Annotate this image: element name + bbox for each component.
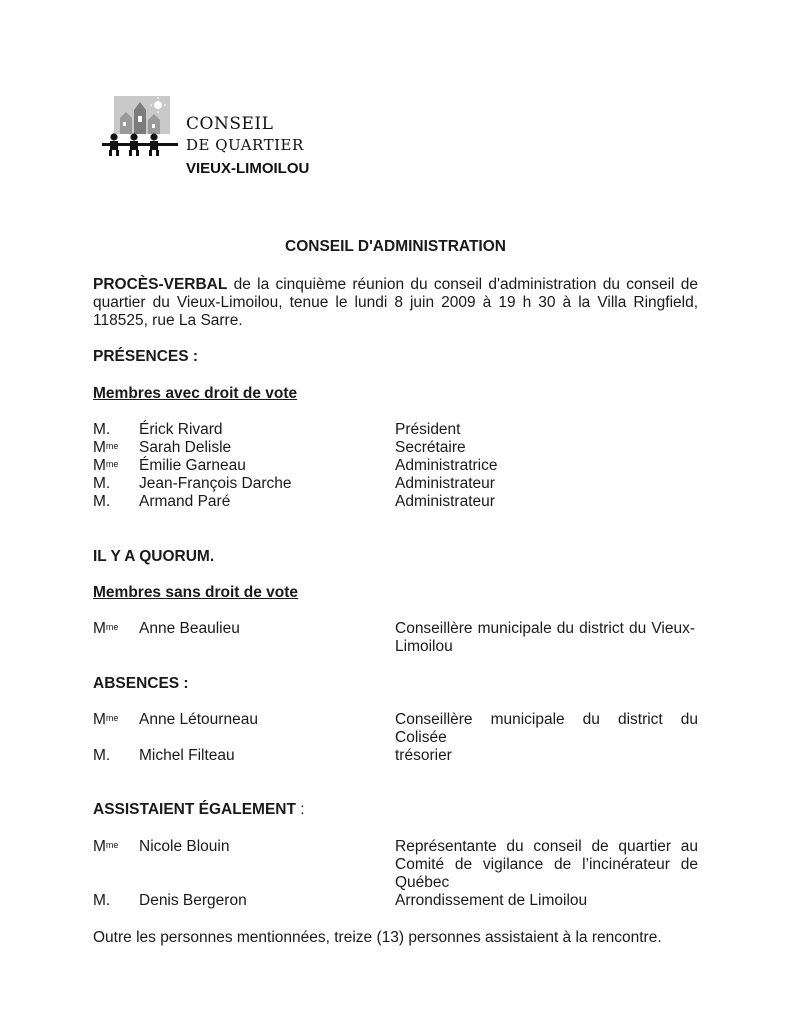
- member-role: Administrateur: [395, 493, 495, 510]
- absence-row: [93, 747, 698, 765]
- member-role: Représentante du conseil de quartier au Comité de vigilance de l’incinérateur de Québec: [395, 838, 698, 891]
- absences-heading: ABSENCES :: [93, 675, 189, 692]
- member-title: M.: [93, 421, 111, 438]
- member-title: $M^{me}$: [93, 439, 119, 456]
- logo-text-vieux-limoilou: VIEUX-LIMOILOU: [186, 160, 310, 177]
- document-title: CONSEIL D'ADMINISTRATION: [285, 238, 506, 255]
- intro-text: de la cinquième réunion du conseil d'administration du conseil de quartier du Vieux-Limoilou, tenue le lundi 8 juin 2009 à 19 h 30 à la Villa Ringfield, 118525, rue La Sarre.: [93, 276, 698, 329]
- member-name: Jean-François Darche: [139, 475, 292, 492]
- member-role: Arrondissement de Limoilou: [395, 892, 588, 909]
- village-logo-icon: [100, 96, 184, 156]
- member-row: [93, 475, 698, 493]
- logo-text-de-quartier: DE QUARTIER: [186, 136, 304, 154]
- member-name: Érick Rivard: [139, 421, 223, 438]
- member-row: [93, 421, 698, 439]
- member-row: [93, 620, 698, 656]
- closing-sentence: Outre les personnes mentionnées, treize (13) personnes assistaient à la rencontre.: [93, 929, 662, 946]
- attendee-row: [93, 892, 698, 910]
- member-role: trésorier: [395, 747, 452, 764]
- attendee-row: [93, 838, 698, 892]
- member-name: Armand Paré: [139, 493, 231, 510]
- also-present-heading: ASSISTAIENT ÉGALEMENT :: [93, 801, 305, 818]
- member-row: [93, 439, 698, 457]
- member-name: Sarah Delisle: [139, 439, 232, 456]
- quorum-statement: IL Y A QUORUM.: [93, 548, 215, 565]
- nonvoting-members-heading: Membres sans droit de vote: [93, 584, 299, 601]
- member-role: Administrateur: [395, 475, 495, 492]
- member-role: Conseillère municipale du district du Colisée: [395, 711, 698, 746]
- member-role: Président: [395, 421, 461, 438]
- member-title: $M^{me}$: [93, 711, 119, 728]
- voting-members-heading: Membres avec droit de vote: [93, 385, 298, 402]
- member-title: M.: [93, 475, 111, 492]
- member-row: [93, 493, 698, 511]
- member-name: Anne Beaulieu: [139, 620, 240, 637]
- member-name: Émilie Garneau: [139, 457, 246, 474]
- council-logo: [100, 96, 340, 178]
- presences-heading: PRÉSENCES :: [93, 348, 199, 365]
- member-role: Administratrice: [395, 457, 498, 474]
- member-title: M.: [93, 892, 111, 909]
- member-title: M.: [93, 747, 111, 764]
- intro-paragraph: [93, 276, 698, 330]
- logo-text-conseil: CONSEIL: [186, 114, 274, 134]
- member-title: $M^{me}$: [93, 620, 119, 637]
- member-name: Nicole Blouin: [139, 838, 230, 855]
- member-title: M.: [93, 493, 111, 510]
- intro-lead: PROCÈS-VERBAL: [93, 276, 228, 293]
- member-title: $M^{me}$: [93, 838, 119, 855]
- member-title: $M^{me}$: [93, 457, 119, 474]
- absence-row: [93, 711, 698, 747]
- member-name: Anne Létourneau: [139, 711, 258, 728]
- member-role: Conseillère municipale du district du Vieux-Limoilou: [395, 620, 695, 655]
- member-row: [93, 457, 698, 475]
- member-name: Denis Bergeron: [139, 892, 247, 909]
- member-role: Secrétaire: [395, 439, 466, 456]
- member-name: Michel Filteau: [139, 747, 235, 764]
